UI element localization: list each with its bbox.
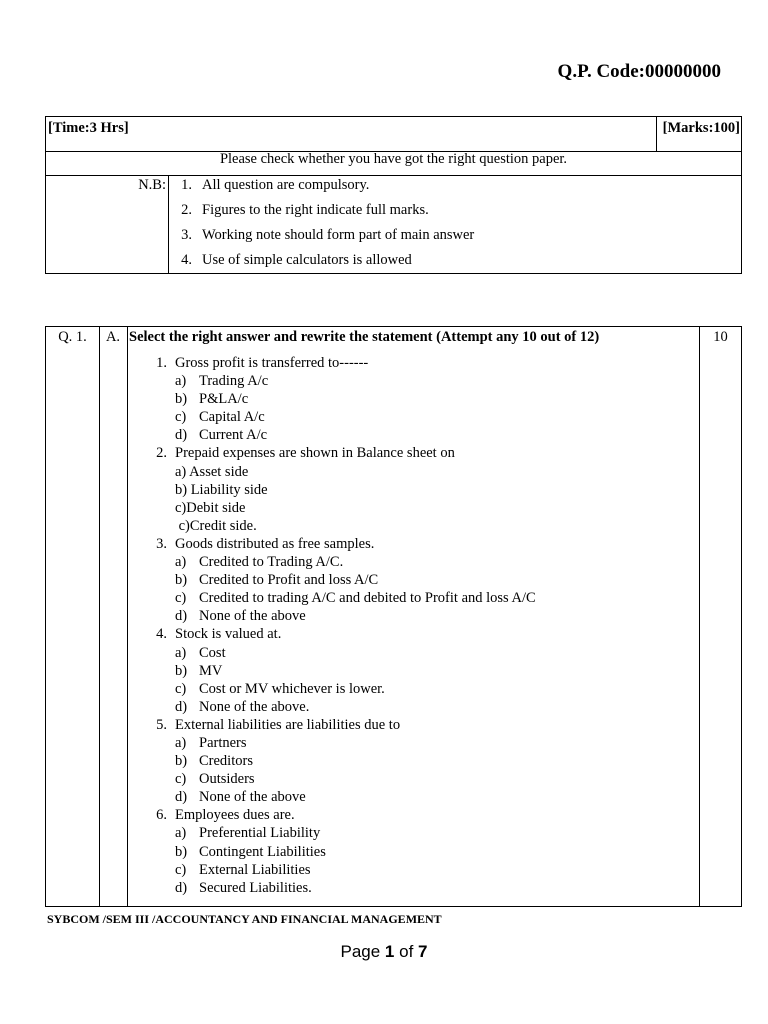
header-row-time-marks	[46, 117, 741, 152]
option: c)Credit side.	[175, 517, 257, 534]
note-item: 4. Use of simple calculators is allowed	[181, 252, 412, 268]
option: b) Creditors	[175, 753, 253, 770]
section-letter: A.	[105, 329, 121, 345]
section-column	[99, 327, 128, 906]
option: c) Outsiders	[175, 771, 255, 788]
question-table	[45, 326, 742, 907]
marks-column	[699, 327, 741, 906]
option: a) Credited to Trading A/C.	[175, 554, 344, 571]
exam-header-box	[45, 116, 742, 274]
marks-cell	[656, 117, 741, 151]
option: b) Contingent Liabilities	[175, 843, 326, 860]
option: a) Preferential Liability	[175, 825, 321, 842]
qp-code: Q.P. Code:00000000	[557, 61, 721, 82]
time-label: [Time:3 Hrs]	[48, 120, 129, 136]
question-item: 3. Goods distributed as free samples.	[156, 535, 375, 552]
note-item: 2. Figures to the right indicate full marks.	[181, 202, 429, 218]
option: c)Debit side	[175, 499, 246, 516]
question-item: 1. Gross profit is transferred to------	[156, 355, 369, 371]
question-item: 6. Employees dues are.	[156, 807, 295, 824]
question-instruction: Select the right answer and rewrite the statement (Attempt any 10 out of 12)	[129, 329, 600, 345]
course-footer: SYBCOM /SEM III /ACCOUNTANCY AND FINANCIAL MANAGEMENT	[47, 912, 442, 926]
question-item: 4. Stock is valued at.	[156, 626, 282, 643]
option: c) External Liabilities	[175, 861, 311, 878]
notes-list	[168, 175, 474, 275]
option: d) None of the above	[175, 789, 306, 806]
option: d) None of the above.	[175, 698, 310, 715]
option: a) Trading A/c	[175, 373, 269, 390]
option: a) Cost	[175, 644, 226, 661]
nb-label: N.B:	[138, 177, 166, 193]
marks-label: [Marks:100]	[662, 120, 740, 136]
check-note-row	[46, 151, 741, 176]
page-word: Page	[340, 942, 381, 961]
option: b) Credited to Profit and loss A/C	[175, 572, 379, 589]
page-total: 7	[418, 942, 428, 961]
nb-column	[46, 175, 169, 274]
question-number-column	[46, 327, 100, 906]
page-number	[0, 942, 768, 962]
question-item: 5. External liabilities are liabilities due to	[156, 716, 401, 733]
question-marks: 10	[713, 329, 728, 345]
option: a) Partners	[175, 734, 247, 751]
option: d) None of the above	[175, 608, 306, 625]
option: d) Current A/c	[175, 427, 268, 444]
note-item: 3. Working note should form part of main answer	[181, 227, 475, 243]
question-item: 2. Prepaid expenses are shown in Balance sheet on	[156, 445, 455, 462]
option: b) MV	[175, 662, 223, 679]
question-items	[151, 354, 536, 897]
question-number: Q. 1.	[58, 329, 87, 345]
page-of: of	[399, 942, 414, 961]
option: b) P&LA/c	[175, 391, 249, 408]
option: b) Liability side	[175, 481, 268, 498]
option: d) Secured Liabilities.	[175, 879, 312, 896]
option: c) Cost or MV whichever is lower.	[175, 680, 385, 697]
option: c) Credited to trading A/C and debited to Profit and loss A/C	[175, 590, 536, 607]
note-item: 1. All question are compulsory.	[181, 177, 370, 193]
option: c) Capital A/c	[175, 409, 265, 426]
option: a) Asset side	[175, 463, 249, 480]
page-current: 1	[384, 942, 395, 961]
check-note: Please check whether you have got the right question paper.	[219, 151, 568, 167]
